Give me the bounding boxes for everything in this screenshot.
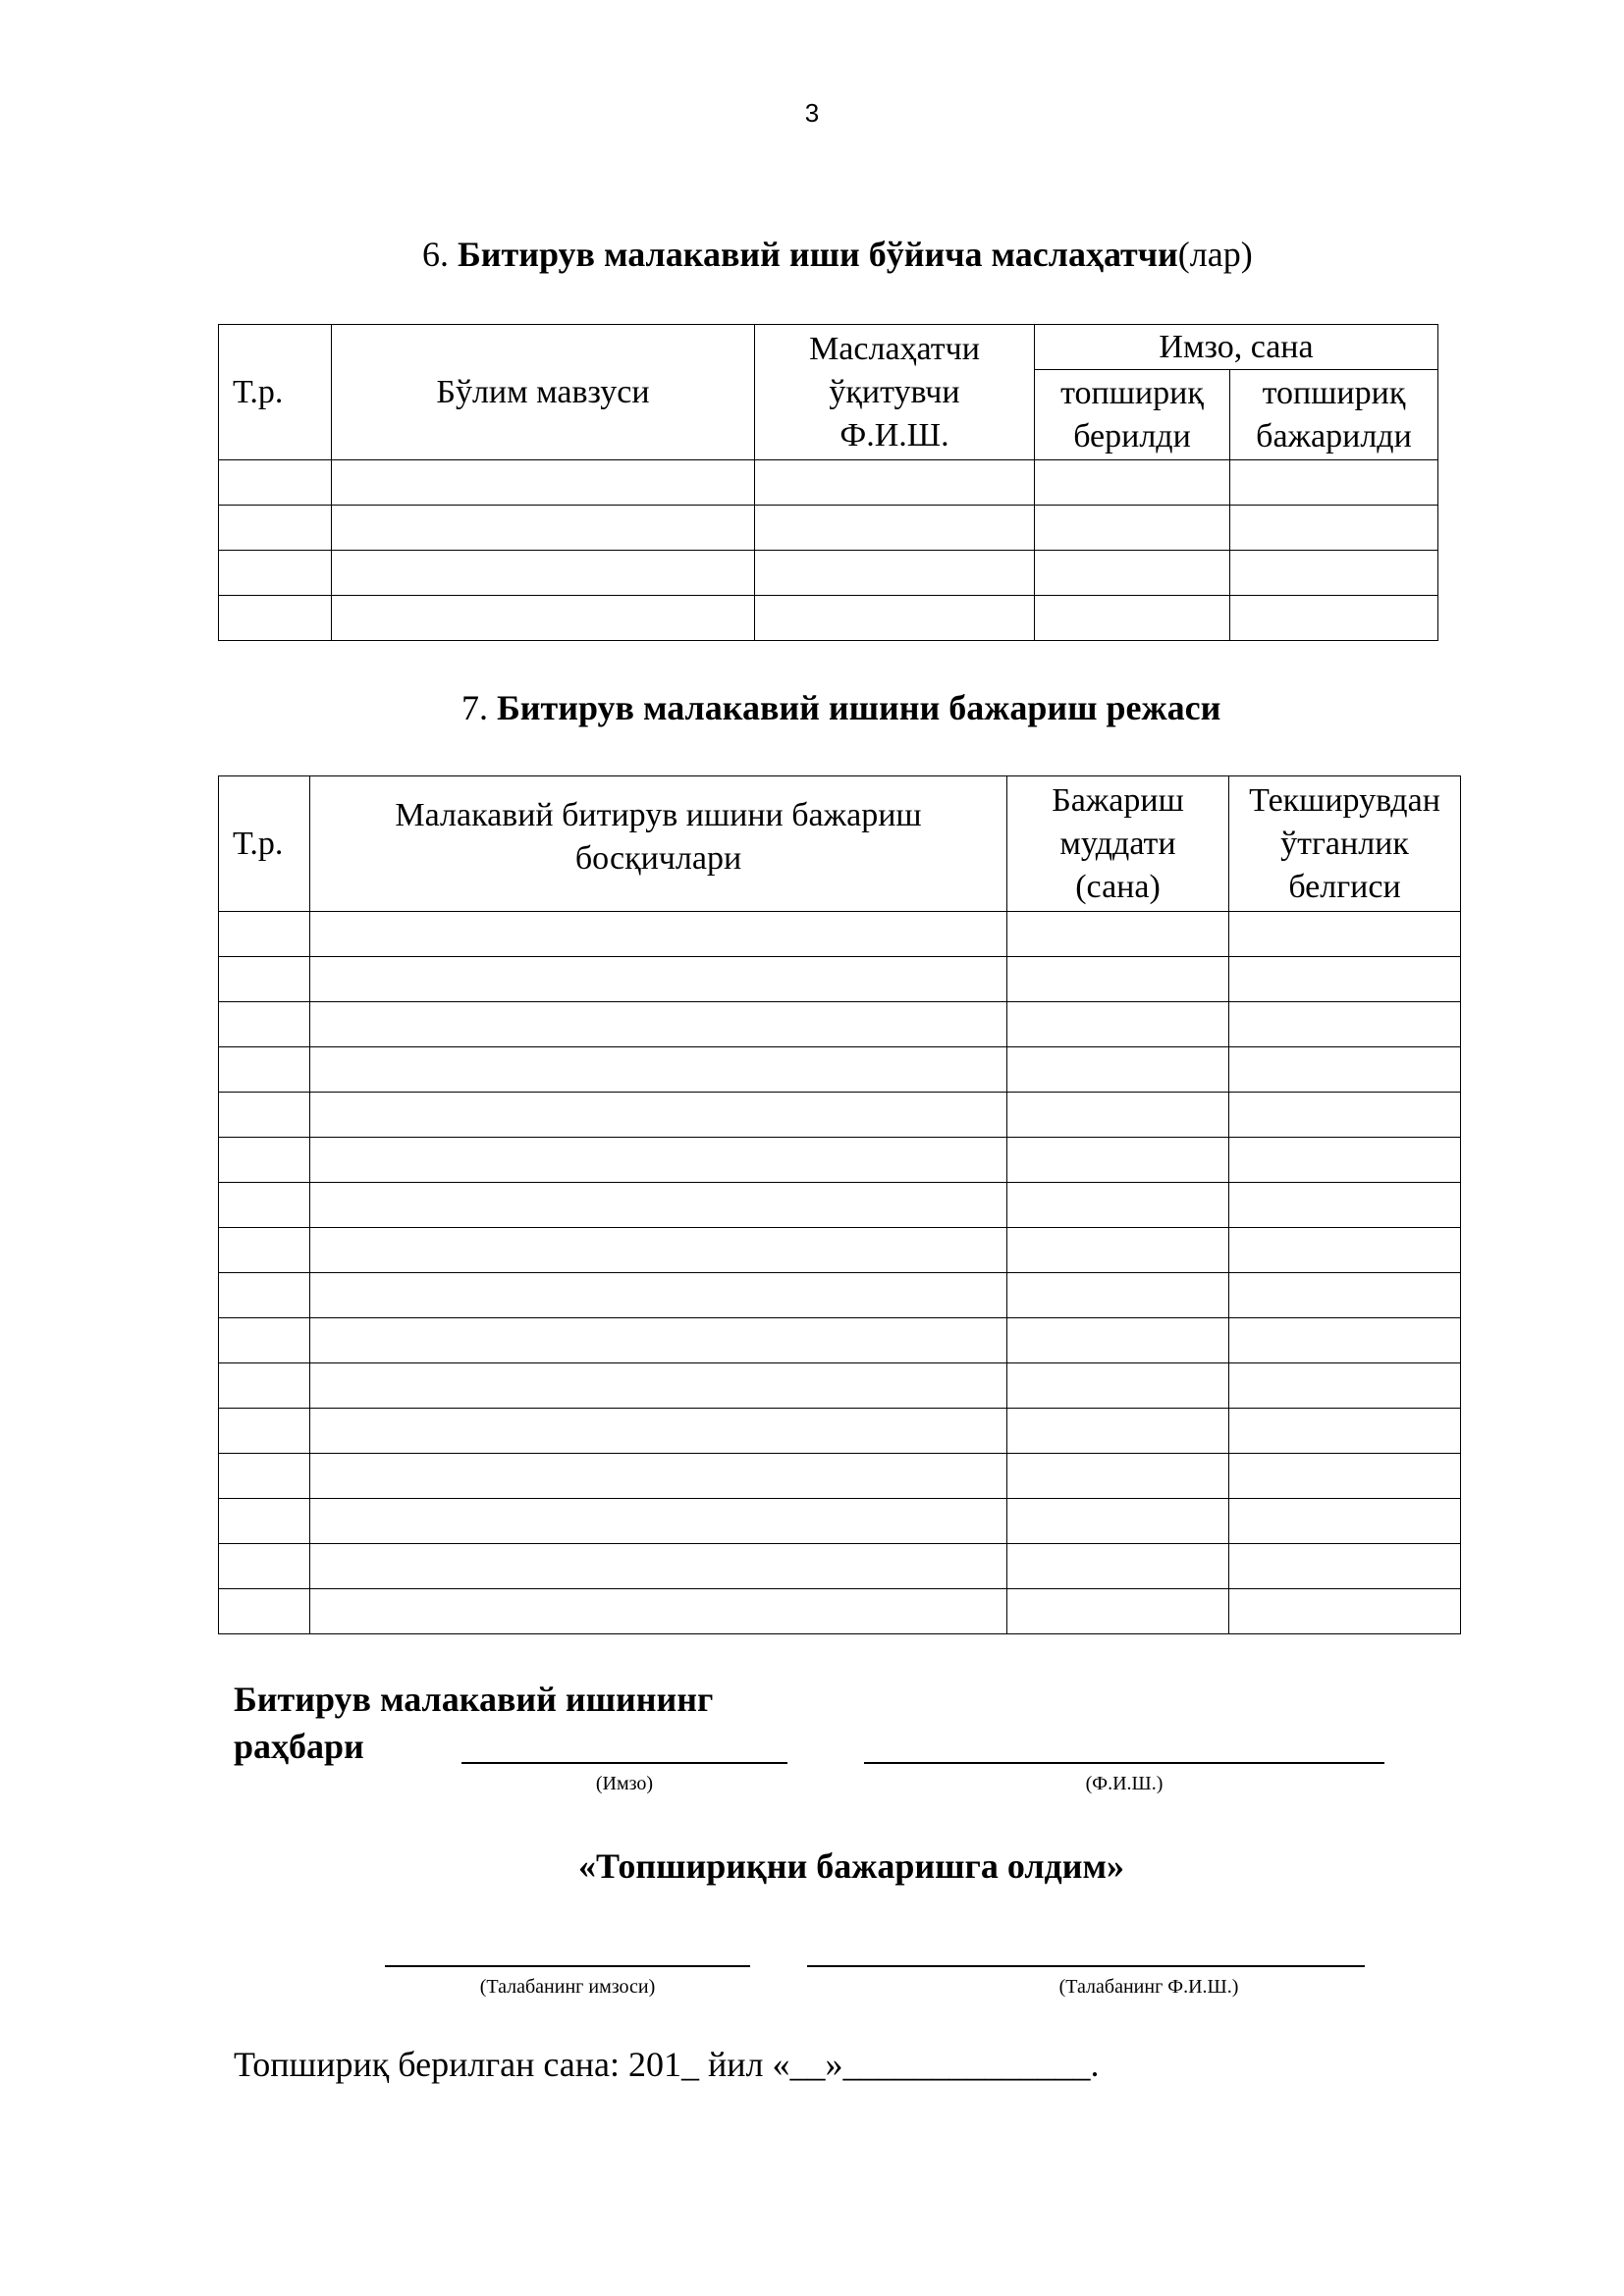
empty-cell[interactable]: [332, 551, 755, 596]
empty-cell[interactable]: [755, 506, 1035, 551]
table-row: [219, 1363, 1461, 1409]
empty-cell[interactable]: [219, 1544, 310, 1589]
accepted-title: «Топшириқни бажаришга олдим»: [577, 1846, 1125, 1886]
empty-cell[interactable]: [1007, 1138, 1229, 1183]
empty-cell[interactable]: [219, 957, 310, 1002]
empty-cell[interactable]: [310, 1273, 1007, 1318]
empty-cell[interactable]: [1229, 1499, 1461, 1544]
section-7-heading: [461, 687, 1220, 728]
table-row: [219, 506, 1438, 551]
empty-cell[interactable]: [219, 551, 332, 596]
col-header-stages: [310, 776, 1007, 912]
stages-header-line1: Малакавий битирув ишини бажариш: [395, 797, 922, 833]
empty-cell[interactable]: [755, 596, 1035, 641]
student-name-line[interactable]: [807, 1965, 1365, 1967]
task-done-line2: бажарилди: [1256, 417, 1412, 454]
empty-cell[interactable]: [1035, 506, 1230, 551]
empty-cell[interactable]: [1229, 957, 1461, 1002]
table-row: [219, 1409, 1461, 1454]
col-header-task-given: [1035, 370, 1230, 460]
empty-cell[interactable]: [1007, 1499, 1229, 1544]
empty-cell[interactable]: [310, 1454, 1007, 1499]
empty-cell[interactable]: [755, 551, 1035, 596]
empty-cell[interactable]: [219, 1454, 310, 1499]
section-6-title-suffix: (лар): [1177, 235, 1253, 274]
empty-cell[interactable]: [219, 506, 332, 551]
advisor-header-line2: ўқитувчи: [829, 373, 960, 410]
section-6-heading: [422, 234, 1253, 275]
empty-cell[interactable]: [310, 1499, 1007, 1544]
empty-cell[interactable]: [219, 1409, 310, 1454]
empty-cell[interactable]: [219, 1183, 310, 1228]
check-header-line1: Текширувдан: [1249, 781, 1440, 819]
supervisor-name-line[interactable]: [864, 1762, 1384, 1764]
table-row: [219, 1183, 1461, 1228]
empty-cell[interactable]: [310, 1589, 1007, 1634]
table-row: [219, 1093, 1461, 1138]
empty-cell[interactable]: [1229, 1363, 1461, 1409]
empty-cell[interactable]: [332, 506, 755, 551]
empty-cell[interactable]: [1230, 460, 1438, 506]
empty-cell[interactable]: [1229, 1093, 1461, 1138]
empty-cell[interactable]: [1007, 957, 1229, 1002]
empty-cell[interactable]: [310, 957, 1007, 1002]
stages-header-line2: босқичлари: [574, 840, 742, 877]
section-6-number: 6.: [422, 235, 449, 274]
deadline-header-line2: муддати: [1059, 825, 1176, 862]
col-header-tr: Т.р.: [219, 776, 310, 912]
empty-cell[interactable]: [1229, 1138, 1461, 1183]
empty-cell[interactable]: [310, 912, 1007, 957]
advisor-header-line3: Ф.И.Ш.: [839, 416, 949, 454]
empty-cell[interactable]: [219, 1589, 310, 1634]
empty-cell[interactable]: [332, 596, 755, 641]
empty-cell[interactable]: [219, 596, 332, 641]
empty-cell[interactable]: [1229, 1318, 1461, 1363]
empty-cell[interactable]: [1007, 1589, 1229, 1634]
empty-cell[interactable]: [1007, 1228, 1229, 1273]
empty-cell[interactable]: [219, 1363, 310, 1409]
empty-cell[interactable]: [310, 1544, 1007, 1589]
col-header-advisor: [755, 325, 1035, 460]
empty-cell[interactable]: [219, 1047, 310, 1093]
table-row: [219, 1544, 1461, 1589]
empty-cell[interactable]: [1007, 1093, 1229, 1138]
student-signature-caption: (Талабанинг имзоси): [479, 1976, 656, 1998]
empty-cell[interactable]: [1007, 1544, 1229, 1589]
col-header-deadline: [1007, 776, 1229, 912]
empty-cell[interactable]: [219, 1138, 310, 1183]
section-7-title: Битирув малакавий ишини бажариш режаси: [497, 688, 1221, 727]
empty-cell[interactable]: [1229, 912, 1461, 957]
table-row: [219, 912, 1461, 957]
signature-caption: (Имзо): [595, 1773, 654, 1794]
empty-cell[interactable]: [1229, 1589, 1461, 1634]
table-row: [219, 1002, 1461, 1047]
empty-cell[interactable]: [1035, 596, 1230, 641]
empty-cell[interactable]: [1230, 551, 1438, 596]
empty-cell[interactable]: [310, 1002, 1007, 1047]
empty-cell[interactable]: [310, 1363, 1007, 1409]
deadline-header-line1: Бажариш: [1052, 781, 1184, 819]
empty-cell[interactable]: [1007, 1409, 1229, 1454]
task-given-line1: топшириқ: [1060, 374, 1204, 411]
table-row: [219, 957, 1461, 1002]
name-caption: (Ф.И.Ш.): [1085, 1773, 1164, 1794]
col-header-check-mark: [1229, 776, 1461, 912]
work-plan-table: [218, 775, 1461, 1634]
empty-cell[interactable]: [1007, 912, 1229, 957]
empty-cell[interactable]: [1007, 1273, 1229, 1318]
empty-cell[interactable]: [1229, 1544, 1461, 1589]
advisor-header-line1: Маслаҳатчи: [809, 330, 980, 367]
empty-cell[interactable]: [1007, 1047, 1229, 1093]
empty-cell[interactable]: [1229, 1409, 1461, 1454]
empty-cell[interactable]: [310, 1409, 1007, 1454]
table-row: [219, 1138, 1461, 1183]
empty-cell[interactable]: [332, 460, 755, 506]
empty-cell[interactable]: [310, 1093, 1007, 1138]
table-row: [219, 1273, 1461, 1318]
table-row: [219, 1228, 1461, 1273]
empty-cell[interactable]: [1007, 1318, 1229, 1363]
empty-cell[interactable]: [755, 460, 1035, 506]
empty-cell[interactable]: [219, 1002, 310, 1047]
empty-cell[interactable]: [219, 1273, 310, 1318]
student-signature-line[interactable]: [385, 1965, 750, 1967]
empty-cell[interactable]: [219, 1499, 310, 1544]
empty-cell[interactable]: [310, 1183, 1007, 1228]
empty-cell[interactable]: [310, 1318, 1007, 1363]
empty-cell[interactable]: [1229, 1002, 1461, 1047]
col-header-tr: Т.р.: [219, 325, 332, 460]
deadline-header-line3: (сана): [1075, 868, 1161, 905]
empty-cell[interactable]: [1230, 506, 1438, 551]
table-row: [219, 596, 1438, 641]
section-6-title: Битирув малакавий иши бўйича маслаҳатчи: [458, 235, 1178, 274]
table-row: [219, 1499, 1461, 1544]
empty-cell[interactable]: [1229, 1273, 1461, 1318]
empty-cell[interactable]: [1007, 1183, 1229, 1228]
empty-cell[interactable]: [310, 1228, 1007, 1273]
check-header-line3: белгиси: [1288, 868, 1401, 905]
supervisor-label-line2: раҳбари: [234, 1727, 364, 1766]
table-row: [219, 1589, 1461, 1634]
table-row: [219, 551, 1438, 596]
table-row: [219, 460, 1438, 506]
empty-cell[interactable]: [1007, 1002, 1229, 1047]
empty-cell[interactable]: [1229, 1047, 1461, 1093]
col-header-topic: Бўлим мавзуси: [332, 325, 755, 460]
table-row: [219, 1047, 1461, 1093]
empty-cell[interactable]: [310, 1047, 1007, 1093]
table-row: [219, 1454, 1461, 1499]
task-done-line1: топшириқ: [1262, 374, 1406, 411]
student-name-caption: (Талабанинг Ф.И.Ш.): [1058, 1976, 1239, 1998]
table-row: [219, 1318, 1461, 1363]
section-7-number: 7.: [461, 688, 488, 727]
empty-cell[interactable]: [1007, 1363, 1229, 1409]
col-header-sign-date: Имзо, сана: [1035, 325, 1438, 370]
empty-cell[interactable]: [219, 460, 332, 506]
empty-cell[interactable]: [1229, 1228, 1461, 1273]
empty-cell[interactable]: [1229, 1454, 1461, 1499]
empty-cell[interactable]: [1035, 460, 1230, 506]
empty-cell[interactable]: [1007, 1454, 1229, 1499]
empty-cell[interactable]: [219, 1228, 310, 1273]
empty-cell[interactable]: [219, 912, 310, 957]
advisors-table: [218, 324, 1438, 641]
empty-cell[interactable]: [310, 1138, 1007, 1183]
task-given-line2: берилди: [1073, 417, 1191, 454]
check-header-line2: ўтганлик: [1280, 825, 1409, 862]
date-line: Топшириқ берилган сана: 201_ йил «__»______________.: [234, 2045, 1100, 2084]
empty-cell[interactable]: [1035, 551, 1230, 596]
empty-cell[interactable]: [219, 1318, 310, 1363]
empty-cell[interactable]: [1229, 1183, 1461, 1228]
page-number: 3: [804, 98, 820, 128]
col-header-task-done: [1230, 370, 1438, 460]
empty-cell[interactable]: [1230, 596, 1438, 641]
supervisor-label-line1: Битирув малакавий ишининг: [234, 1680, 714, 1719]
supervisor-signature-line[interactable]: [461, 1762, 787, 1764]
empty-cell[interactable]: [219, 1093, 310, 1138]
